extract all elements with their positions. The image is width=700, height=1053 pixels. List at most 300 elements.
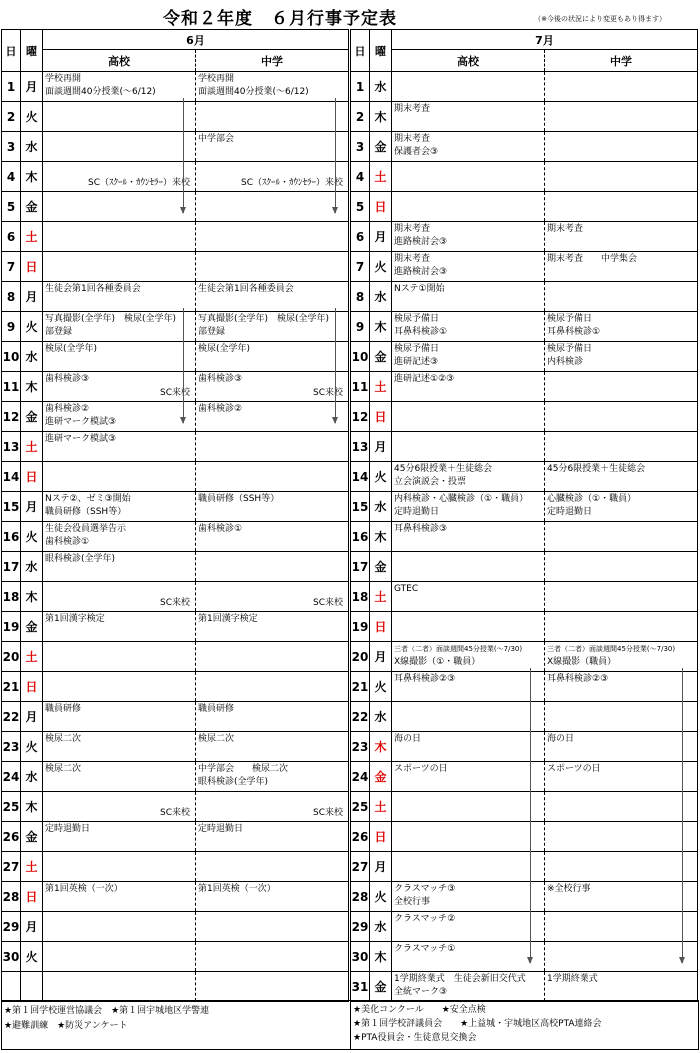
event-text: 写真撮影(全学年) 検尿(全学年) — [45, 314, 177, 324]
event-text: X線撮影（職員） — [547, 657, 617, 667]
day-row — [351, 642, 698, 672]
day-number: 14 — [351, 462, 370, 492]
middle-school-events — [196, 642, 349, 672]
day-row — [2, 612, 349, 642]
high-school-events — [392, 822, 545, 852]
middle-school-events — [545, 342, 698, 372]
high-school-events — [43, 822, 196, 852]
middle-school-events — [196, 582, 349, 612]
day-number: 25 — [351, 792, 370, 822]
event-text: 期末考査 — [394, 254, 431, 264]
header-june: 6月 — [43, 30, 349, 50]
high-school-events — [43, 522, 196, 552]
footer-right-line: ★PTA役員会・生徒意見交換会 — [353, 1033, 477, 1043]
day-number: 24 — [351, 762, 370, 792]
middle-school-events — [545, 252, 698, 282]
high-school-events — [43, 762, 196, 792]
day-of-week: 火 — [21, 942, 43, 972]
day-row — [351, 792, 698, 822]
event-text: 耳鼻科検診① — [394, 327, 448, 337]
day-row — [351, 72, 698, 102]
event-text: 内科検診 — [547, 357, 584, 367]
header-high-school: 高校 — [392, 50, 545, 72]
middle-school-events — [545, 522, 698, 552]
day-number: 28 — [2, 882, 21, 912]
event-text: 検尿(全学年) — [198, 344, 251, 354]
day-of-week: 土 — [370, 162, 392, 192]
day-of-week: 木 — [370, 102, 392, 132]
day-number: 26 — [351, 822, 370, 852]
event-text: 生徒会第1回各種委員会 — [45, 284, 141, 294]
day-of-week: 金 — [21, 612, 43, 642]
day-row — [2, 732, 349, 762]
middle-school-events — [545, 162, 698, 192]
middle-school-events — [196, 552, 349, 582]
day-number: 5 — [351, 192, 370, 222]
day-of-week: 月 — [21, 912, 43, 942]
day-number: 19 — [351, 612, 370, 642]
middle-school-events — [545, 762, 698, 792]
middle-school-events — [196, 522, 349, 552]
high-school-events — [392, 462, 545, 492]
day-of-week: 月 — [21, 282, 43, 312]
day-of-week: 日 — [370, 402, 392, 432]
header-dow: 曜 — [370, 30, 392, 72]
event-text: 進路検討会③ — [394, 267, 448, 277]
middle-school-events — [545, 702, 698, 732]
day-row — [351, 162, 698, 192]
event-text: クラスマッチ① — [394, 944, 456, 954]
day-of-week: 水 — [370, 492, 392, 522]
day-row — [351, 522, 698, 552]
day-number: 7 — [2, 252, 21, 282]
day-of-week: 木 — [370, 732, 392, 762]
high-school-events — [392, 882, 545, 912]
period-arrow — [183, 308, 184, 423]
event-text: 耳鼻科検診③ — [394, 524, 448, 534]
middle-school-events — [196, 462, 349, 492]
day-of-week: 月 — [370, 642, 392, 672]
day-row — [351, 132, 698, 162]
header-day: 日 — [2, 30, 21, 72]
day-number: 12 — [351, 402, 370, 432]
day-row — [351, 222, 698, 252]
event-text: 定時退勤日 — [547, 507, 593, 517]
day-number: 18 — [2, 582, 21, 612]
day-of-week: 火 — [21, 522, 43, 552]
event-text: X線撮影（①・職員） — [394, 657, 481, 667]
day-row — [351, 732, 698, 762]
event-text: Nステ①開始 — [394, 284, 445, 294]
period-arrow — [183, 98, 184, 213]
event-text: 耳鼻科検診②③ — [547, 674, 609, 684]
high-school-events — [392, 972, 545, 1002]
middle-school-events — [545, 402, 698, 432]
day-row — [2, 492, 349, 522]
high-school-events — [43, 732, 196, 762]
day-of-week: 日 — [370, 822, 392, 852]
day-row — [2, 672, 349, 702]
high-school-events — [43, 552, 196, 582]
middle-school-events — [196, 102, 349, 132]
high-school-events — [43, 492, 196, 522]
high-school-events — [392, 132, 545, 162]
high-school-events — [392, 432, 545, 462]
day-row — [2, 252, 349, 282]
middle-school-events — [196, 432, 349, 462]
middle-school-events — [545, 462, 698, 492]
high-school-events — [43, 372, 196, 402]
middle-school-events — [545, 72, 698, 102]
middle-school-events — [545, 192, 698, 222]
footer-left-line: ★避難訓練 ★防災アンケート — [4, 1021, 128, 1031]
event-text: 学校再開 — [45, 74, 82, 84]
day-number: 18 — [351, 582, 370, 612]
day-of-week: 水 — [21, 132, 43, 162]
day-of-week: 土 — [21, 852, 43, 882]
middle-school-events — [545, 882, 698, 912]
day-number: 4 — [351, 162, 370, 192]
event-text: スポーツの日 — [547, 764, 601, 774]
middle-school-events — [196, 312, 349, 342]
day-row — [2, 792, 349, 822]
day-number: 30 — [351, 942, 370, 972]
day-number: 9 — [2, 312, 21, 342]
event-text: 期末考査 — [547, 224, 584, 234]
event-text: 写真撮影(全学年) 検尿(全学年) — [198, 314, 330, 324]
day-row — [351, 492, 698, 522]
middle-school-events — [545, 132, 698, 162]
day-number: 26 — [2, 822, 21, 852]
high-school-events — [392, 192, 545, 222]
day-row — [351, 372, 698, 402]
day-of-week: 金 — [370, 132, 392, 162]
day-row — [351, 342, 698, 372]
day-number: 11 — [351, 372, 370, 402]
day-row — [2, 882, 349, 912]
day-row — [351, 582, 698, 612]
high-school-events — [392, 552, 545, 582]
header-high-school: 高校 — [43, 50, 196, 72]
event-text: 立会演説会・投票 — [394, 477, 467, 487]
day-number: 21 — [2, 672, 21, 702]
event-text: 歯科検診① — [198, 524, 243, 534]
day-number: 17 — [351, 552, 370, 582]
event-text: 耳鼻科検診① — [547, 327, 601, 337]
day-row — [2, 102, 349, 132]
sc-visit-text: SC来校 — [160, 598, 190, 608]
day-number: 16 — [2, 522, 21, 552]
day-of-week: 木 — [21, 162, 43, 192]
day-of-week: 木 — [21, 582, 43, 612]
high-school-events — [43, 252, 196, 282]
day-of-week: 水 — [370, 912, 392, 942]
sc-visit-text: SC来校 — [313, 598, 343, 608]
middle-school-events — [545, 942, 698, 972]
event-text: 進研記述①②③ — [394, 374, 455, 384]
sc-visit-text: SC（ｽｸｰﾙ・ｶｳﾝｾﾗｰ）来校 — [241, 178, 343, 188]
event-text: 検尿予備日 — [394, 314, 440, 324]
day-row — [351, 252, 698, 282]
day-of-week — [21, 972, 43, 1002]
day-of-week: 日 — [21, 252, 43, 282]
day-number: 28 — [351, 882, 370, 912]
high-school-events — [392, 72, 545, 102]
event-text: 進研記述③ — [394, 357, 439, 367]
high-school-events — [43, 192, 196, 222]
event-text: 45分6限授業＋生徒総会 — [394, 464, 493, 474]
event-text: 歯科検診② — [198, 404, 243, 414]
day-row — [2, 342, 349, 372]
day-row — [2, 942, 349, 972]
middle-school-events — [545, 732, 698, 762]
middle-school-events — [196, 342, 349, 372]
high-school-events — [43, 582, 196, 612]
event-text: 職員研修（SSH等） — [198, 494, 280, 504]
high-school-events — [43, 972, 196, 1002]
day-of-week: 日 — [21, 462, 43, 492]
day-row — [351, 852, 698, 882]
high-school-events — [392, 642, 545, 672]
day-row — [351, 972, 698, 1002]
high-school-events — [392, 522, 545, 552]
day-row — [351, 702, 698, 732]
sc-visit-text: SC来校 — [160, 808, 190, 818]
high-school-events — [43, 702, 196, 732]
day-row — [351, 312, 698, 342]
event-text: 定時退勤日 — [198, 824, 244, 834]
middle-school-events — [545, 312, 698, 342]
middle-school-events — [196, 912, 349, 942]
day-of-week: 火 — [21, 102, 43, 132]
day-number: 1 — [351, 72, 370, 102]
day-number: 12 — [2, 402, 21, 432]
high-school-events — [392, 942, 545, 972]
day-row — [2, 432, 349, 462]
day-number: 24 — [2, 762, 21, 792]
event-text: 歯科検診① — [45, 537, 90, 547]
middle-school-events — [545, 372, 698, 402]
day-row — [351, 942, 698, 972]
day-number: 4 — [2, 162, 21, 192]
day-of-week: 金 — [370, 972, 392, 1002]
sc-visit-text: SC（ｽｸｰﾙ・ｶｳﾝｾﾗｰ）来校 — [88, 178, 190, 188]
event-text: 面談週間40分授業(～6/12) — [45, 87, 156, 97]
middle-school-events — [196, 852, 349, 882]
day-row — [2, 462, 349, 492]
event-text: 進研マーク模試③ — [45, 417, 117, 427]
june-table — [1, 29, 349, 1002]
event-text: 第1回漢字検定 — [45, 614, 105, 624]
middle-school-events — [545, 972, 698, 1002]
day-of-week: 土 — [21, 642, 43, 672]
footer-right-line: ★第１回学校評議員会 ★上益城・宇城地区高校PTA連絡会 — [353, 1019, 602, 1029]
period-arrow — [335, 98, 336, 213]
high-school-events — [392, 282, 545, 312]
day-number: 15 — [351, 492, 370, 522]
middle-school-events — [196, 822, 349, 852]
day-number: 13 — [2, 432, 21, 462]
event-text: 全統マーク③ — [394, 987, 448, 997]
day-number: 9 — [351, 312, 370, 342]
middle-school-events — [196, 762, 349, 792]
day-row — [2, 822, 349, 852]
high-school-events — [43, 672, 196, 702]
event-text: 第1回英検（一次） — [45, 884, 123, 894]
middle-school-events — [196, 132, 349, 162]
footer-right — [351, 1001, 698, 1053]
event-text: 検尿二次 — [198, 734, 235, 744]
high-school-events — [392, 342, 545, 372]
day-row — [351, 612, 698, 642]
day-row — [351, 552, 698, 582]
day-of-week: 火 — [21, 732, 43, 762]
sc-visit-text: SC来校 — [160, 388, 190, 398]
day-number: 15 — [2, 492, 21, 522]
middle-school-events — [545, 612, 698, 642]
event-text: 定時退勤日 — [45, 824, 91, 834]
middle-school-events — [196, 282, 349, 312]
day-row — [351, 672, 698, 702]
event-text: GTEC — [394, 584, 419, 594]
day-row — [2, 912, 349, 942]
day-row — [351, 882, 698, 912]
middle-school-events — [196, 402, 349, 432]
day-number: 22 — [2, 702, 21, 732]
day-number: 21 — [351, 672, 370, 702]
high-school-events — [392, 612, 545, 642]
event-text: 1学期終業式 生徒会新旧交代式 — [394, 974, 526, 984]
middle-school-events — [196, 162, 349, 192]
day-number: 5 — [2, 192, 21, 222]
event-text: 検尿予備日 — [394, 344, 440, 354]
middle-school-events — [196, 192, 349, 222]
sc-visit-text: SC来校 — [313, 808, 343, 818]
day-row — [2, 702, 349, 732]
day-number: 20 — [2, 642, 21, 672]
middle-school-events — [196, 372, 349, 402]
high-school-events — [43, 222, 196, 252]
middle-school-events — [545, 552, 698, 582]
event-text: 検尿二次 — [45, 734, 82, 744]
day-number: 22 — [351, 702, 370, 732]
high-school-events — [43, 162, 196, 192]
event-text: 定時退勤日 — [394, 507, 440, 517]
event-text: 期末考査 中学集会 — [547, 254, 638, 264]
header-middle-school: 中学 — [545, 50, 698, 72]
day-of-week: 日 — [370, 192, 392, 222]
middle-school-events — [196, 972, 349, 1002]
middle-school-events — [196, 72, 349, 102]
event-text: 第1回漢字検定 — [198, 614, 258, 624]
event-text: 検尿二次 — [45, 764, 82, 774]
footer-left-line: ★第１回学校運営協議会 ★第１回宇城地区学警連 — [4, 1006, 210, 1016]
event-text: 生徒会役員選挙告示 — [45, 524, 127, 534]
header-day: 日 — [351, 30, 370, 72]
middle-school-events — [196, 792, 349, 822]
middle-school-events — [196, 252, 349, 282]
day-of-week: 木 — [370, 312, 392, 342]
period-arrow — [530, 668, 531, 963]
event-text: 職員研修 — [45, 704, 82, 714]
day-number: 23 — [351, 732, 370, 762]
day-row — [351, 192, 698, 222]
day-row — [351, 822, 698, 852]
event-text: 部登録 — [45, 327, 73, 337]
event-text: 進研マーク模試③ — [45, 434, 117, 444]
day-of-week: 金 — [370, 342, 392, 372]
event-text: ※全校行事 — [547, 884, 591, 894]
day-of-week: 月 — [21, 72, 43, 102]
high-school-events — [43, 312, 196, 342]
sc-visit-text: SC来校 — [313, 388, 343, 398]
day-number: 11 — [2, 372, 21, 402]
event-text: 眼科検診(全学年) — [45, 554, 116, 564]
event-text: 耳鼻科検診②③ — [394, 674, 456, 684]
day-number: 27 — [2, 852, 21, 882]
middle-school-events — [545, 792, 698, 822]
day-of-week: 水 — [370, 282, 392, 312]
high-school-events — [43, 852, 196, 882]
day-of-week: 火 — [370, 252, 392, 282]
footer-right-line: ★美化コンクール ★安全点検 — [353, 1005, 486, 1015]
event-text: 中学部会 — [198, 134, 235, 144]
day-of-week: 土 — [370, 582, 392, 612]
event-text: 歯科検診③ — [45, 374, 90, 384]
day-number: 7 — [351, 252, 370, 282]
schedule-note: （※今後の状況により変更もあり得ます） — [534, 15, 666, 23]
middle-school-events — [196, 612, 349, 642]
day-of-week: 火 — [21, 312, 43, 342]
event-text: 検尿予備日 — [547, 314, 593, 324]
middle-school-events — [196, 732, 349, 762]
day-of-week: 月 — [21, 702, 43, 732]
day-row — [2, 222, 349, 252]
day-number: 10 — [2, 342, 21, 372]
day-number: 30 — [2, 942, 21, 972]
high-school-events — [392, 702, 545, 732]
event-text: 中学部会 検尿二次 — [198, 764, 289, 774]
high-school-events — [43, 132, 196, 162]
high-school-events — [392, 672, 545, 702]
day-number: 3 — [2, 132, 21, 162]
day-number: 16 — [351, 522, 370, 552]
day-number: 25 — [2, 792, 21, 822]
day-of-week: 火 — [370, 882, 392, 912]
header-middle-school: 中学 — [196, 50, 349, 72]
high-school-events — [392, 582, 545, 612]
high-school-events — [43, 432, 196, 462]
event-text: 職員研修（SSH等） — [45, 507, 127, 517]
day-of-week: 土 — [21, 432, 43, 462]
day-row — [2, 522, 349, 552]
day-of-week: 水 — [370, 72, 392, 102]
day-number: 6 — [351, 222, 370, 252]
day-row — [351, 402, 698, 432]
event-text: 保護者会③ — [394, 147, 439, 157]
high-school-events — [43, 912, 196, 942]
day-row — [2, 312, 349, 342]
middle-school-events — [545, 852, 698, 882]
middle-school-events — [545, 912, 698, 942]
day-number: 6 — [2, 222, 21, 252]
event-text: 検尿予備日 — [547, 344, 593, 354]
middle-school-events — [196, 672, 349, 702]
high-school-events — [43, 342, 196, 372]
high-school-events — [43, 462, 196, 492]
event-text: 三者（二者）面談週間45分授業(～7/30) — [547, 645, 676, 653]
day-of-week: 土 — [370, 372, 392, 402]
